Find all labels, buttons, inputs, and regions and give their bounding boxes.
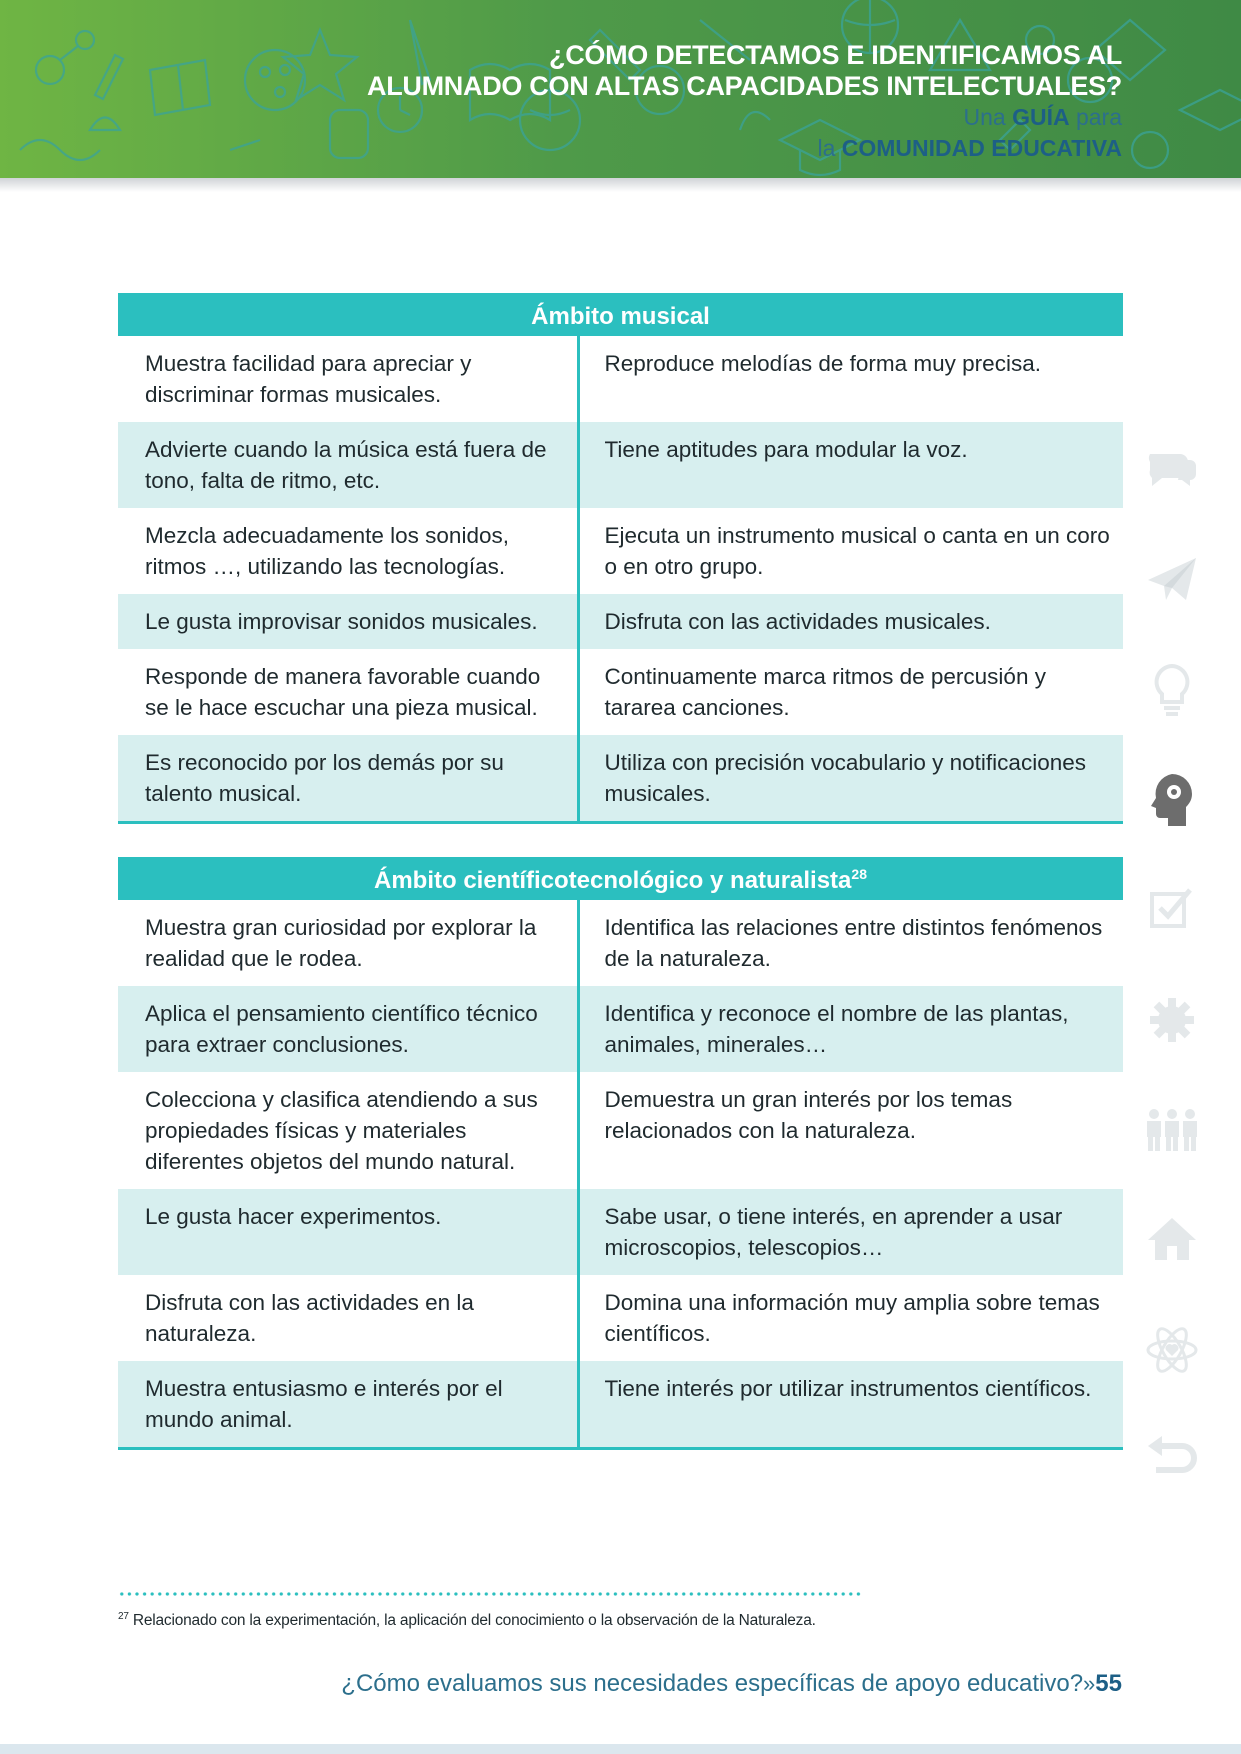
gear-icon[interactable] <box>1142 990 1202 1050</box>
footnote-separator <box>118 1592 863 1596</box>
table-row <box>118 900 1123 986</box>
table-row <box>118 508 1123 594</box>
trait-cell-right: Identifica las relaciones entre distintos fenómenos de la naturaleza. <box>604 915 1103 971</box>
trait-cell-right: Reproduce melodías de forma muy precisa. <box>604 351 1041 376</box>
section-footer-link[interactable] <box>341 1670 1122 1698</box>
lightbulb-icon[interactable] <box>1142 660 1202 720</box>
trait-cell-left: Muestra facilidad para apreciar y discriminar formas musicales. <box>118 336 578 422</box>
guide-subtitle-line-1 <box>367 102 1122 133</box>
trait-cell-right: Tiene aptitudes para modular la voz. <box>578 422 1123 508</box>
table-row <box>118 1189 1123 1275</box>
return-arrow-icon[interactable] <box>1142 1430 1202 1490</box>
trait-cell-right: Continuamente marca ritmos de percusión y tararea canciones. <box>604 664 1046 720</box>
table-title-footnote-ref[interactable]: 28 <box>851 866 867 882</box>
guide-subtitle-line-2 <box>367 133 1122 164</box>
table-row <box>118 336 1123 422</box>
table-row <box>118 1361 1123 1449</box>
table-row <box>118 422 1123 508</box>
table-row <box>118 1275 1123 1361</box>
section-link-text[interactable]: ¿Cómo evaluamos sus necesidades específicas de apoyo educativo? <box>341 1670 1084 1697</box>
footnote <box>118 1611 816 1630</box>
table-row <box>118 649 1123 735</box>
table-row <box>118 1072 1123 1189</box>
subtitle-guia: GUÍA <box>1012 104 1070 130</box>
trait-cell-right: Tiene interés por utilizar instrumentos científicos. <box>578 1361 1123 1449</box>
trait-cell-right: Identifica y reconoce el nombre de las plantas, animales, minerales… <box>578 986 1123 1072</box>
table-row <box>118 594 1123 649</box>
trait-cell-left: Mezcla adecuadamente los sonidos, ritmos …, utilizando las tecnologías. <box>118 508 578 594</box>
trait-cell-right: Sabe usar, o tiene interés, en aprender a usar microscopios, telescopios… <box>578 1189 1123 1275</box>
trait-cell-left: Responde de manera favorable cuando se le hace escuchar una pieza musical. <box>118 649 578 735</box>
trait-cell-left: Le gusta improvisar sonidos musicales. <box>118 594 578 649</box>
table-title-text: Ámbito musical <box>531 303 710 330</box>
guide-title-line-2: ALUMNADO CON ALTAS CAPACIDADES INTELECTUALES? <box>367 71 1122 101</box>
trait-cell-left: Le gusta hacer experimentos. <box>118 1189 578 1275</box>
bottom-bar <box>0 1744 1241 1754</box>
trait-cell-left: Advierte cuando la música está fuera de tono, falta de ritmo, etc. <box>118 422 578 508</box>
trait-cell-left: Colecciona y clasifica atendiendo a sus propiedades físicas y materiales diferentes objetos del mundo natural. <box>118 1072 578 1189</box>
trait-cell-right: Utiliza con precisión vocabulario y notificaciones musicales. <box>578 735 1123 823</box>
footnote-number: 27 <box>118 1611 129 1622</box>
speech-bubbles-icon[interactable] <box>1142 440 1202 500</box>
subtitle-la: la <box>817 135 836 161</box>
trait-cell-right: Ejecuta un instrumento musical o canta en un coro o en otro grupo. <box>604 523 1110 579</box>
subtitle-comunidad: COMUNIDAD EDUCATIVA <box>841 135 1122 161</box>
checkbox-icon[interactable] <box>1142 880 1202 940</box>
trait-cell-left: Muestra gran curiosidad por explorar la realidad que le rodea. <box>118 900 578 986</box>
musical-traits-table <box>118 293 1123 824</box>
trait-cell-left: Muestra entusiasmo e interés por el mundo animal. <box>118 1361 578 1449</box>
header-banner <box>0 0 1241 178</box>
footnote-text: Relacionado con la experimentación, la aplicación del conocimiento o la observación de la Naturaleza. <box>132 1612 816 1630</box>
table-row <box>118 986 1123 1072</box>
section-link-arrow: » <box>1083 1671 1096 1696</box>
paper-plane-icon[interactable] <box>1142 550 1202 610</box>
trait-cell-left: Aplica el pensamiento científico técnico para extraer conclusiones. <box>118 986 578 1072</box>
atom-icon[interactable] <box>1142 1320 1202 1380</box>
people-group-icon[interactable] <box>1142 1100 1202 1160</box>
page-number: 55 <box>1095 1670 1122 1697</box>
subtitle-una: Una <box>963 104 1006 130</box>
trait-cell-right: Domina una información muy amplia sobre temas científicos. <box>604 1290 1100 1346</box>
trait-cell-left: Disfruta con las actividades en la naturaleza. <box>118 1275 578 1361</box>
header-shadow <box>0 178 1241 192</box>
brain-head-icon[interactable] <box>1142 770 1202 830</box>
home-icon[interactable] <box>1142 1210 1202 1270</box>
guide-title-block <box>367 40 1122 164</box>
table-title <box>118 293 1123 336</box>
subtitle-para: para <box>1075 104 1122 130</box>
table-title <box>118 857 1123 900</box>
table-row <box>118 735 1123 823</box>
section-nav-icons <box>1142 440 1202 1500</box>
table-title-text: Ámbito científicotecnológico y naturalista <box>374 867 852 894</box>
trait-cell-left: Es reconocido por los demás por su talento musical. <box>118 735 578 823</box>
trait-cell-right: Disfruta con las actividades musicales. <box>578 594 1123 649</box>
science-nature-traits-table <box>118 857 1123 1450</box>
trait-cell-right: Demuestra un gran interés por los temas relacionados con la naturaleza. <box>604 1087 1013 1143</box>
guide-title-line-1: ¿CÓMO DETECTAMOS E IDENTIFICAMOS AL <box>549 40 1122 70</box>
